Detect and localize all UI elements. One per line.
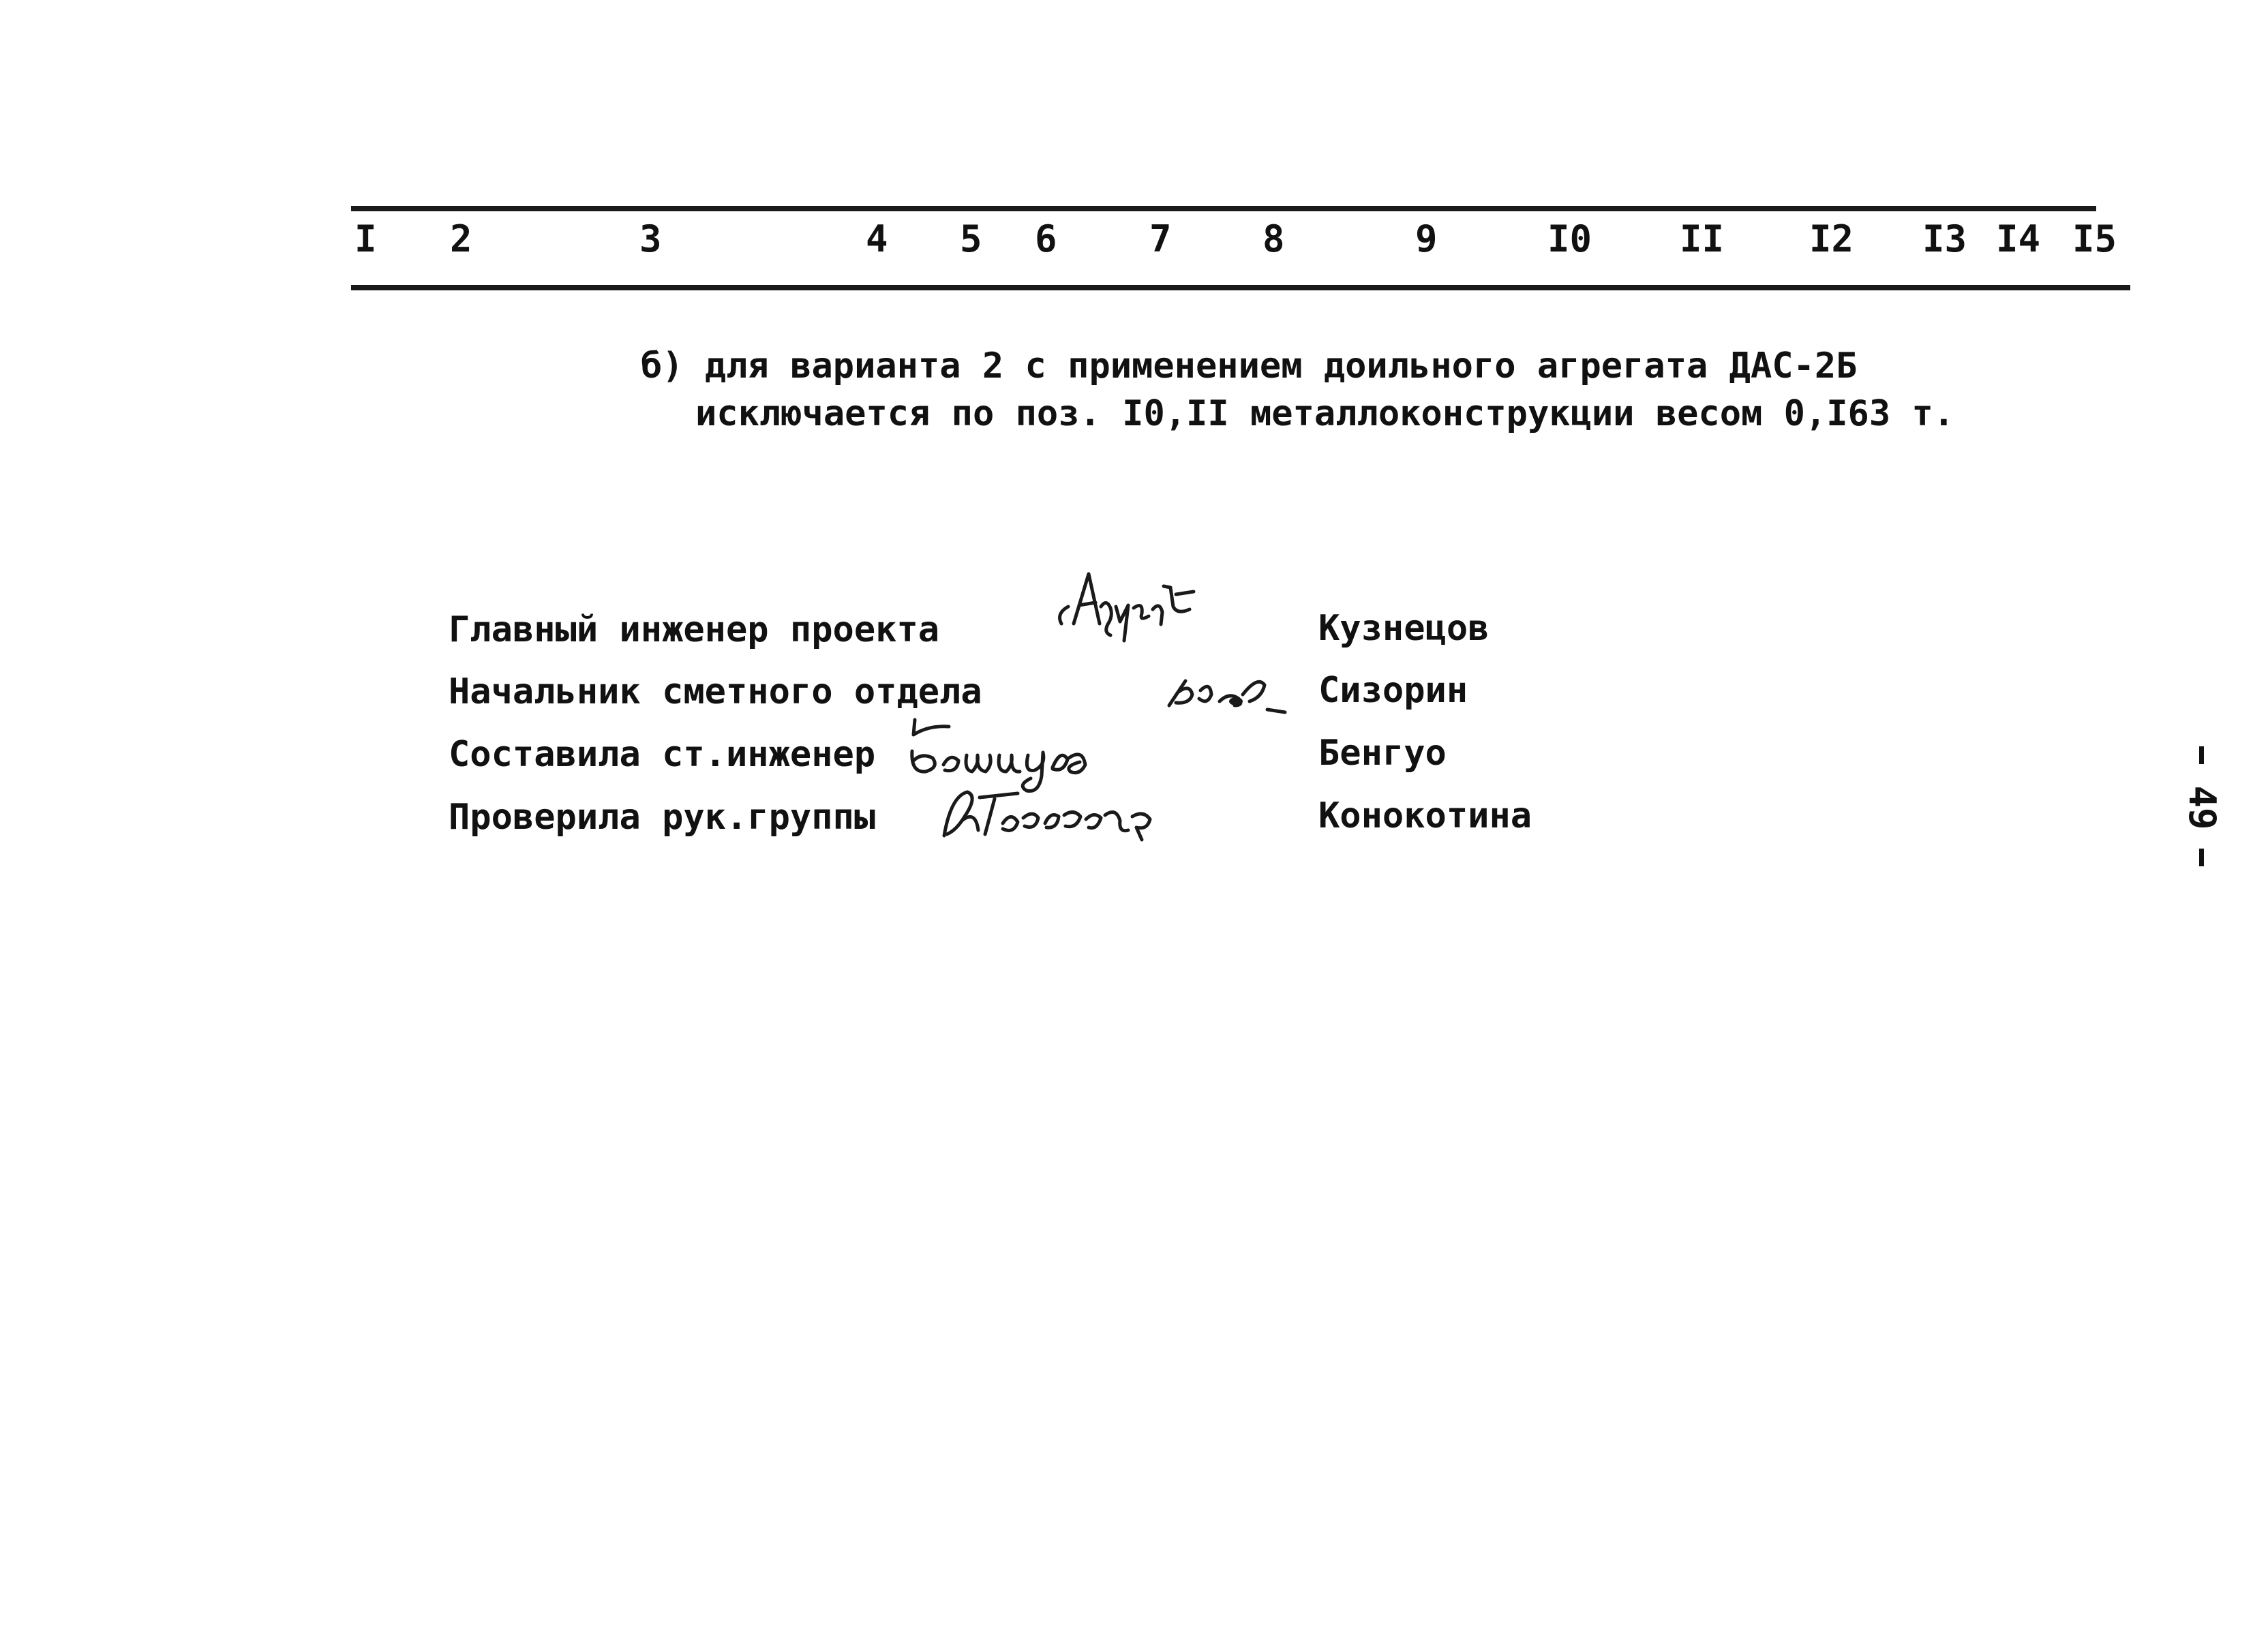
- page-number: [2175, 746, 2229, 869]
- page-number-dash-bottom: [2199, 849, 2204, 866]
- column-number-10: I0: [1547, 217, 1592, 260]
- column-number-12: I2: [1809, 217, 1854, 260]
- note-text-line-2: исключается по поз. I0,II металлоконструкции весом 0,I63 т.: [695, 393, 1955, 434]
- signature-name-checker: Конокотина: [1318, 795, 1532, 836]
- handwritten-signature-checker: [937, 782, 1210, 844]
- column-number-15: I5: [2072, 217, 2117, 260]
- column-number-2: 2: [450, 217, 472, 260]
- column-number-8: 8: [1262, 217, 1285, 260]
- column-number-14: I4: [1996, 217, 2041, 260]
- signature-role-estimate-head: Начальник сметного отдела: [449, 671, 982, 712]
- handwritten-signature-chief-engineer: [1053, 559, 1203, 654]
- column-number-7: 7: [1149, 217, 1172, 260]
- note-text-line-1: б) для варианта 2 с применением доильного агрегата ДАС-2Б: [641, 346, 1858, 386]
- signature-name-estimate-head: Сизорин: [1318, 670, 1468, 711]
- column-number-1: I: [354, 217, 377, 260]
- signature-name-chief-engineer: Кузнецов: [1318, 608, 1490, 649]
- table-bottom-rule: [351, 285, 2130, 290]
- page-number-text: 49: [2181, 785, 2224, 830]
- handwritten-signature-estimate-head: [1162, 671, 1292, 726]
- signature-role-checker: Проверила рук.группы: [449, 797, 876, 838]
- column-number-11: II: [1680, 217, 1725, 260]
- column-number-9: 9: [1415, 217, 1438, 260]
- page-number-dash-top: [2199, 746, 2204, 764]
- column-number-3: 3: [639, 217, 662, 260]
- column-number-13: I3: [1922, 217, 1967, 260]
- signature-role-compiler: Составила ст.инженер: [449, 734, 876, 775]
- signature-name-compiler: Бенгуо: [1318, 733, 1447, 774]
- signature-role-chief-engineer: Главный инженер проекта: [449, 609, 940, 650]
- table-top-rule: [351, 206, 2096, 211]
- column-number-6: 6: [1035, 217, 1057, 260]
- column-number-4: 4: [866, 217, 888, 260]
- column-number-5: 5: [960, 217, 982, 260]
